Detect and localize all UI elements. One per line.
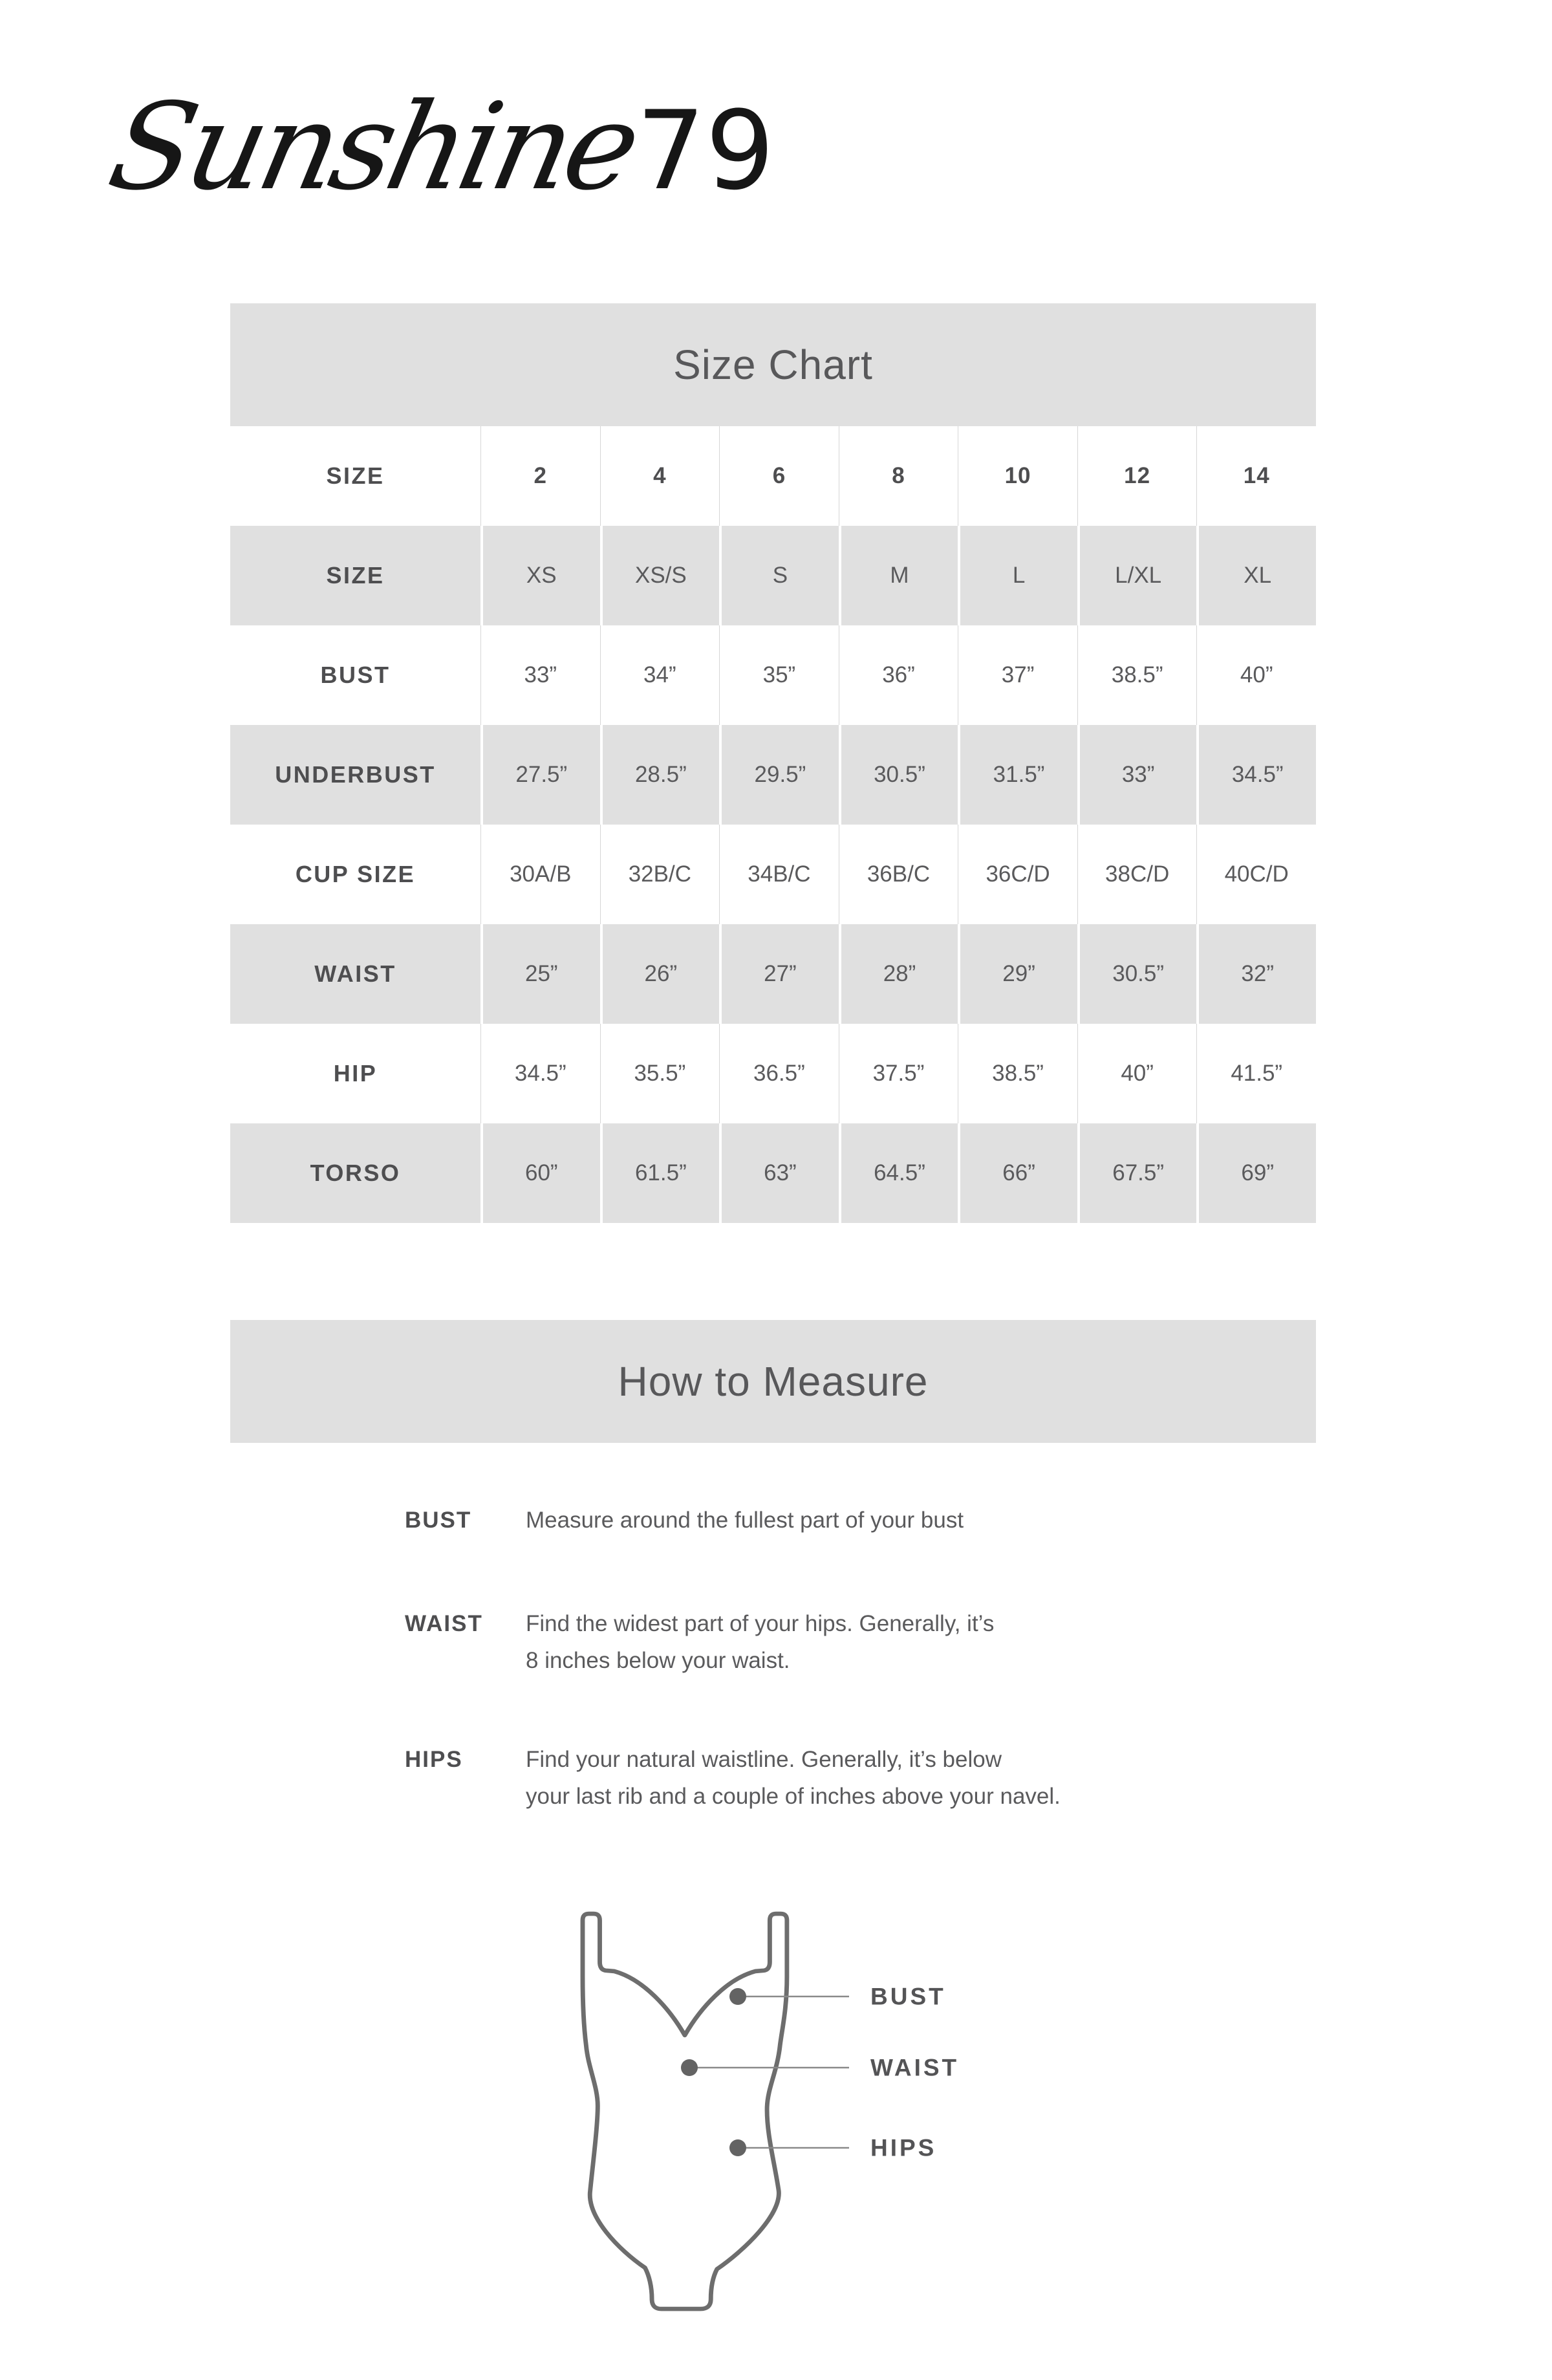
size-cell: 27” [719, 924, 839, 1024]
size-cell: 40C/D [1196, 825, 1316, 924]
size-cell: 35” [719, 625, 839, 725]
size-cell: 34.5” [1196, 725, 1316, 825]
size-cell: 8 [839, 426, 958, 526]
brand-logo-script-text: Sunshine [98, 77, 647, 217]
size-cell: 35.5” [600, 1024, 720, 1123]
size-cell: XS/S [600, 526, 720, 625]
size-cell: 40” [1196, 625, 1316, 725]
size-row-label: SIZE [326, 462, 385, 489]
size-cell: M [839, 526, 958, 625]
size-row-label: HIP [333, 1060, 378, 1087]
brand-logo [98, 77, 775, 217]
size-row-label: WAIST [230, 924, 480, 1024]
size-cell: 4 [600, 426, 720, 526]
size-cell: 2 [480, 426, 600, 526]
size-chart-row [230, 924, 1316, 1024]
measure-item-label: BUST [405, 1508, 472, 1533]
measure-item-line: Find your natural waistline. Generally, it’s below [526, 1747, 1002, 1772]
measure-item-text [526, 1502, 964, 1539]
measure-item-text [526, 1605, 994, 1679]
size-cell: S [719, 526, 839, 625]
size-cell: 41.5” [1196, 1024, 1316, 1123]
size-row-label: BUST [320, 662, 391, 688]
size-cell: 38.5” [958, 1024, 1077, 1123]
size-cell: XS [480, 526, 600, 625]
measure-item-label: WAIST [405, 1611, 483, 1636]
size-cell: 26” [600, 924, 720, 1024]
size-cell: 32B/C [600, 825, 720, 924]
size-chart-row [230, 526, 1316, 625]
waist-callout [681, 2055, 959, 2081]
size-cell: 33” [480, 625, 600, 725]
size-cell: 32” [1196, 924, 1316, 1024]
size-chart-row [230, 1123, 1316, 1223]
diagram-waist-label: WAIST [870, 2054, 960, 2081]
size-cell: L [958, 526, 1077, 625]
size-cell: 33” [1077, 725, 1197, 825]
size-cell: L/XL [1077, 526, 1197, 625]
size-cell: 6 [719, 426, 839, 526]
measure-item-line: your last rib and a couple of inches above your navel. [526, 1784, 1061, 1809]
size-cell: 34.5” [480, 1024, 600, 1123]
size-cell: 36B/C [839, 825, 958, 924]
size-chart-row [230, 426, 1316, 526]
size-cell: 29” [958, 924, 1077, 1024]
size-row-label: SIZE [230, 526, 480, 625]
measure-item-line: Find the widest part of your hips. Generally, it’s [526, 1611, 995, 1636]
how-to-measure-title: How to Measure [230, 1320, 1316, 1443]
size-cell: 14 [1196, 426, 1316, 526]
size-cell: 67.5” [1077, 1123, 1197, 1223]
bust-callout [729, 1984, 946, 2010]
bust-dot-icon [729, 1988, 746, 2005]
measure-item-line: 8 inches below your waist. [526, 1648, 790, 1673]
size-cell: 30A/B [480, 825, 600, 924]
measure-item-text [526, 1741, 1061, 1815]
hips-callout [729, 2135, 936, 2161]
size-cell: 60” [480, 1123, 600, 1223]
size-chart-row [230, 625, 1316, 725]
size-cell: 37” [958, 625, 1077, 725]
size-cell: 30.5” [1077, 924, 1197, 1024]
waist-dot-icon [681, 2059, 698, 2076]
diagram-bust-label: BUST [870, 1983, 946, 2010]
size-row-label: TORSO [230, 1123, 480, 1223]
size-cell: 36” [839, 625, 958, 725]
measure-item-label: HIPS [405, 1747, 463, 1772]
size-cell: XL [1196, 526, 1316, 625]
size-cell: 61.5” [600, 1123, 720, 1223]
size-cell: 28.5” [600, 725, 720, 825]
size-cell: 34B/C [719, 825, 839, 924]
size-cell: 10 [958, 426, 1077, 526]
size-cell: 63” [719, 1123, 839, 1223]
size-cell: 36.5” [719, 1024, 839, 1123]
brand-logo-number-text: 79 [636, 87, 775, 214]
size-cell: 37.5” [839, 1024, 958, 1123]
size-cell: 36C/D [958, 825, 1077, 924]
measurement-diagram [569, 1895, 1164, 2348]
diagram-hips-label: HIPS [870, 2134, 937, 2161]
size-cell: 27.5” [480, 725, 600, 825]
size-chart-title: Size Chart [230, 303, 1316, 426]
size-cell: 64.5” [839, 1123, 958, 1223]
size-cell: 25” [480, 924, 600, 1024]
size-cell: 31.5” [958, 725, 1077, 825]
swimsuit-outline-icon [583, 1914, 787, 2309]
size-cell: 66” [958, 1123, 1077, 1223]
size-cell: 12 [1077, 426, 1197, 526]
size-cell: 34” [600, 625, 720, 725]
size-cell: 38C/D [1077, 825, 1197, 924]
size-cell: 38.5” [1077, 625, 1197, 725]
hips-dot-icon [729, 2139, 746, 2156]
size-row-label: CUP SIZE [295, 861, 416, 887]
size-chart-row [230, 825, 1316, 924]
size-chart-row [230, 1024, 1316, 1123]
size-cell: 69” [1196, 1123, 1316, 1223]
size-cell: 30.5” [839, 725, 958, 825]
size-chart-row [230, 725, 1316, 825]
measure-item-line: Measure around the fullest part of your bust [526, 1508, 964, 1533]
size-cell: 29.5” [719, 725, 839, 825]
size-cell: 28” [839, 924, 958, 1024]
size-row-label: UNDERBUST [230, 725, 480, 825]
size-cell: 40” [1077, 1024, 1197, 1123]
size-chart-table [230, 426, 1316, 1223]
